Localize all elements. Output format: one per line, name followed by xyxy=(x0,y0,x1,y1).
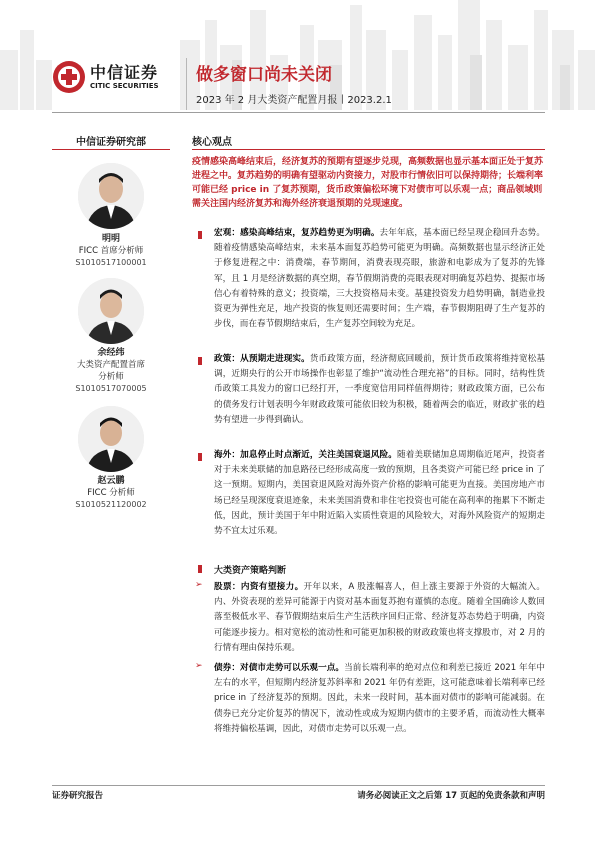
overseas-paragraph xyxy=(214,448,545,539)
sidebar-heading-rule xyxy=(52,149,170,150)
analyst-role: FICC 分析师 xyxy=(87,488,135,498)
core-view-rule xyxy=(192,149,545,150)
analyst-name: 明明 xyxy=(101,234,120,244)
analyst-name: 余经纬 xyxy=(97,348,125,358)
citic-logo-icon xyxy=(52,60,86,94)
analyst-role-line2: 分析师 xyxy=(98,372,124,382)
analyst-role: FICC 首席分析师 xyxy=(78,246,144,256)
summary-paragraph: 疫情感染高峰结束后，经济复苏的预期有望逐步兑现，高频数据也显示基本面正处于复苏进程之中。复苏趋势的明确有望驱动内资接力，对股市行情依旧可以保持期待；长端利率可能已经 price in 了复苏预期，货币政策偏松环境下对债市可以乐观一点；商品领域则需关注国内经济复苏和海外经济衰退预期的兑现速度。 xyxy=(192,157,544,209)
core-view-heading: 核心观点 xyxy=(192,137,232,148)
analyst-photo xyxy=(78,406,144,472)
analyst-code: S1010521120002 xyxy=(75,500,147,509)
macro-paragraph xyxy=(214,226,545,332)
paragraph-text: 当前长端利率的绝对点位和利差已接近 2021 年年中左右的水平，但短期内经济复苏斜率和 2021 年仍有差距，这可能意味着长端利率已经 price in 了经济复苏的预期。因此，未来一段时间，基本面对债市的影响可能减弱。在债券已充分定价复苏的情况下，流动性或成为短期内债市的主要矛盾，而流动性大概率将维持偏松基调，因此，对债市走势可以乐观一点。 xyxy=(214,663,545,734)
strategy-heading: 大类资产策略判断 xyxy=(214,566,287,576)
paragraph-lead: 宏观：感染高峰结束，复苏趋势更为明确。 xyxy=(214,228,380,238)
footer-rule xyxy=(52,785,545,786)
footer-report-type: 证券研究报告 xyxy=(52,791,104,801)
analyst-code: S1010517070005 xyxy=(75,384,147,393)
stock-paragraph xyxy=(214,580,545,656)
paragraph-text: 货币政策方面，经济彻底回暖前，预计货币政策将维持宽松基调，近期央行的公开市场操作也彰显了维护“流动性合理充裕”的目标。同时，结构性货币政策工具发力的窗口已经打开，一季度宽信用同样值得期待；财政政策方面，已公布的债务发行计划表明今年财政政策可能依旧较为积极，随着两会的临近，财政扩张的趋势有望进一步得到确认。 xyxy=(214,354,545,425)
paragraph-text: 去年年底，基本面已经呈现企稳回升态势。随着疫情感染高峰结束，未来基本面复苏趋势可能更为明确。高频数据也显示经济正处于修复进程之中：消费端，春节期间，消费表现亮眼，旅游和电影成为了复苏的先锋军，且 1 月是经济数据的真空期，春节假期消费的亮眼表现对明确复苏趋势、提振市场信心有着特殊的意义；投资端，三大投资格局未变。基建投资发力趋势明确，制造业投资更为弹性充足，地产投资的恢复则还需要时间；生产端，春节假期阻碍了生产复苏的步伐，而在春节假期结束后，生产复苏空间较为充足。 xyxy=(214,228,545,330)
bond-paragraph xyxy=(214,661,545,737)
person-icon xyxy=(78,278,144,344)
analyst-card xyxy=(52,233,170,269)
paragraph-text: 随着美联储加息周期临近尾声，投资者对于未来美联储的加息路径已经形成高度一致的预期，且各类资产可能已经 price in 了这一预期。短期内，美国衰退风险对海外资产价格的影响可能更为直接。美国房地产市场已经呈现深度衰退迹象，未来美国消费和非住宅投资也可能在高利率的拖累下不断走低，因此，预计美国于年中附近陷入实质性衰退的风险较大，对海外风险资产的短期走势不宜太过乐观。 xyxy=(214,450,545,537)
bullet-marker xyxy=(198,231,202,239)
arrow-bullet-icon: ➢ xyxy=(195,661,203,671)
analyst-photo xyxy=(78,278,144,344)
brand-logo xyxy=(52,60,159,94)
analyst-photo xyxy=(78,163,144,229)
paragraph-lead: 海外：加息停止时点渐近，关注美国衰退风险。 xyxy=(214,450,397,460)
analyst-code: S1010517100001 xyxy=(75,258,147,267)
paragraph-lead: 政策：从预期走进现实。 xyxy=(214,354,310,364)
person-icon xyxy=(78,163,144,229)
brand-name-en: CITIC SECURITIES xyxy=(90,81,159,90)
header-divider xyxy=(186,58,187,110)
analyst-card xyxy=(52,347,170,395)
sidebar-heading: 中信证券研究部 xyxy=(76,137,146,148)
paragraph-lead: 股票：内资有望接力。 xyxy=(214,582,304,592)
bullet-marker xyxy=(198,453,202,461)
paragraph-lead: 债券：对债市走势可以乐观一点。 xyxy=(214,663,345,673)
footer-disclaimer: 请务必阅读正文之后第 17 页起的免责条款和声明 xyxy=(357,791,545,801)
bullet-marker xyxy=(198,565,202,573)
analyst-name: 赵云鹏 xyxy=(97,476,125,486)
bullet-marker xyxy=(198,357,202,365)
header-rule xyxy=(52,112,545,113)
policy-paragraph xyxy=(214,352,545,428)
report-subtitle: 2023 年 2 月大类资产配置月报丨2023.2.1 xyxy=(196,95,392,106)
person-icon xyxy=(78,406,144,472)
paragraph-text: 开年以来，A 股涨幅喜人，但上涨主要源于外资的大幅流入。内、外资表现的差异可能源于内资对基本面复苏抱有谨慎的态度。随着全国确诊人数回落至极低水平、春节假期结束后生产生活秩序回归正常、经济复苏态势趋于明确，内资可能逐步接力。相对宽松的流动性和可能更加积极的财政政策也将支撑股市，对 2 月的行情有理由保持乐观。 xyxy=(214,582,545,653)
brand-name-cn: 中信证券 xyxy=(90,62,159,82)
report-title: 做多窗口尚未关闭 xyxy=(196,65,332,85)
analyst-role: 大类资产配置首席 xyxy=(76,360,145,370)
arrow-bullet-icon: ➢ xyxy=(195,580,203,590)
analyst-card xyxy=(52,475,170,511)
